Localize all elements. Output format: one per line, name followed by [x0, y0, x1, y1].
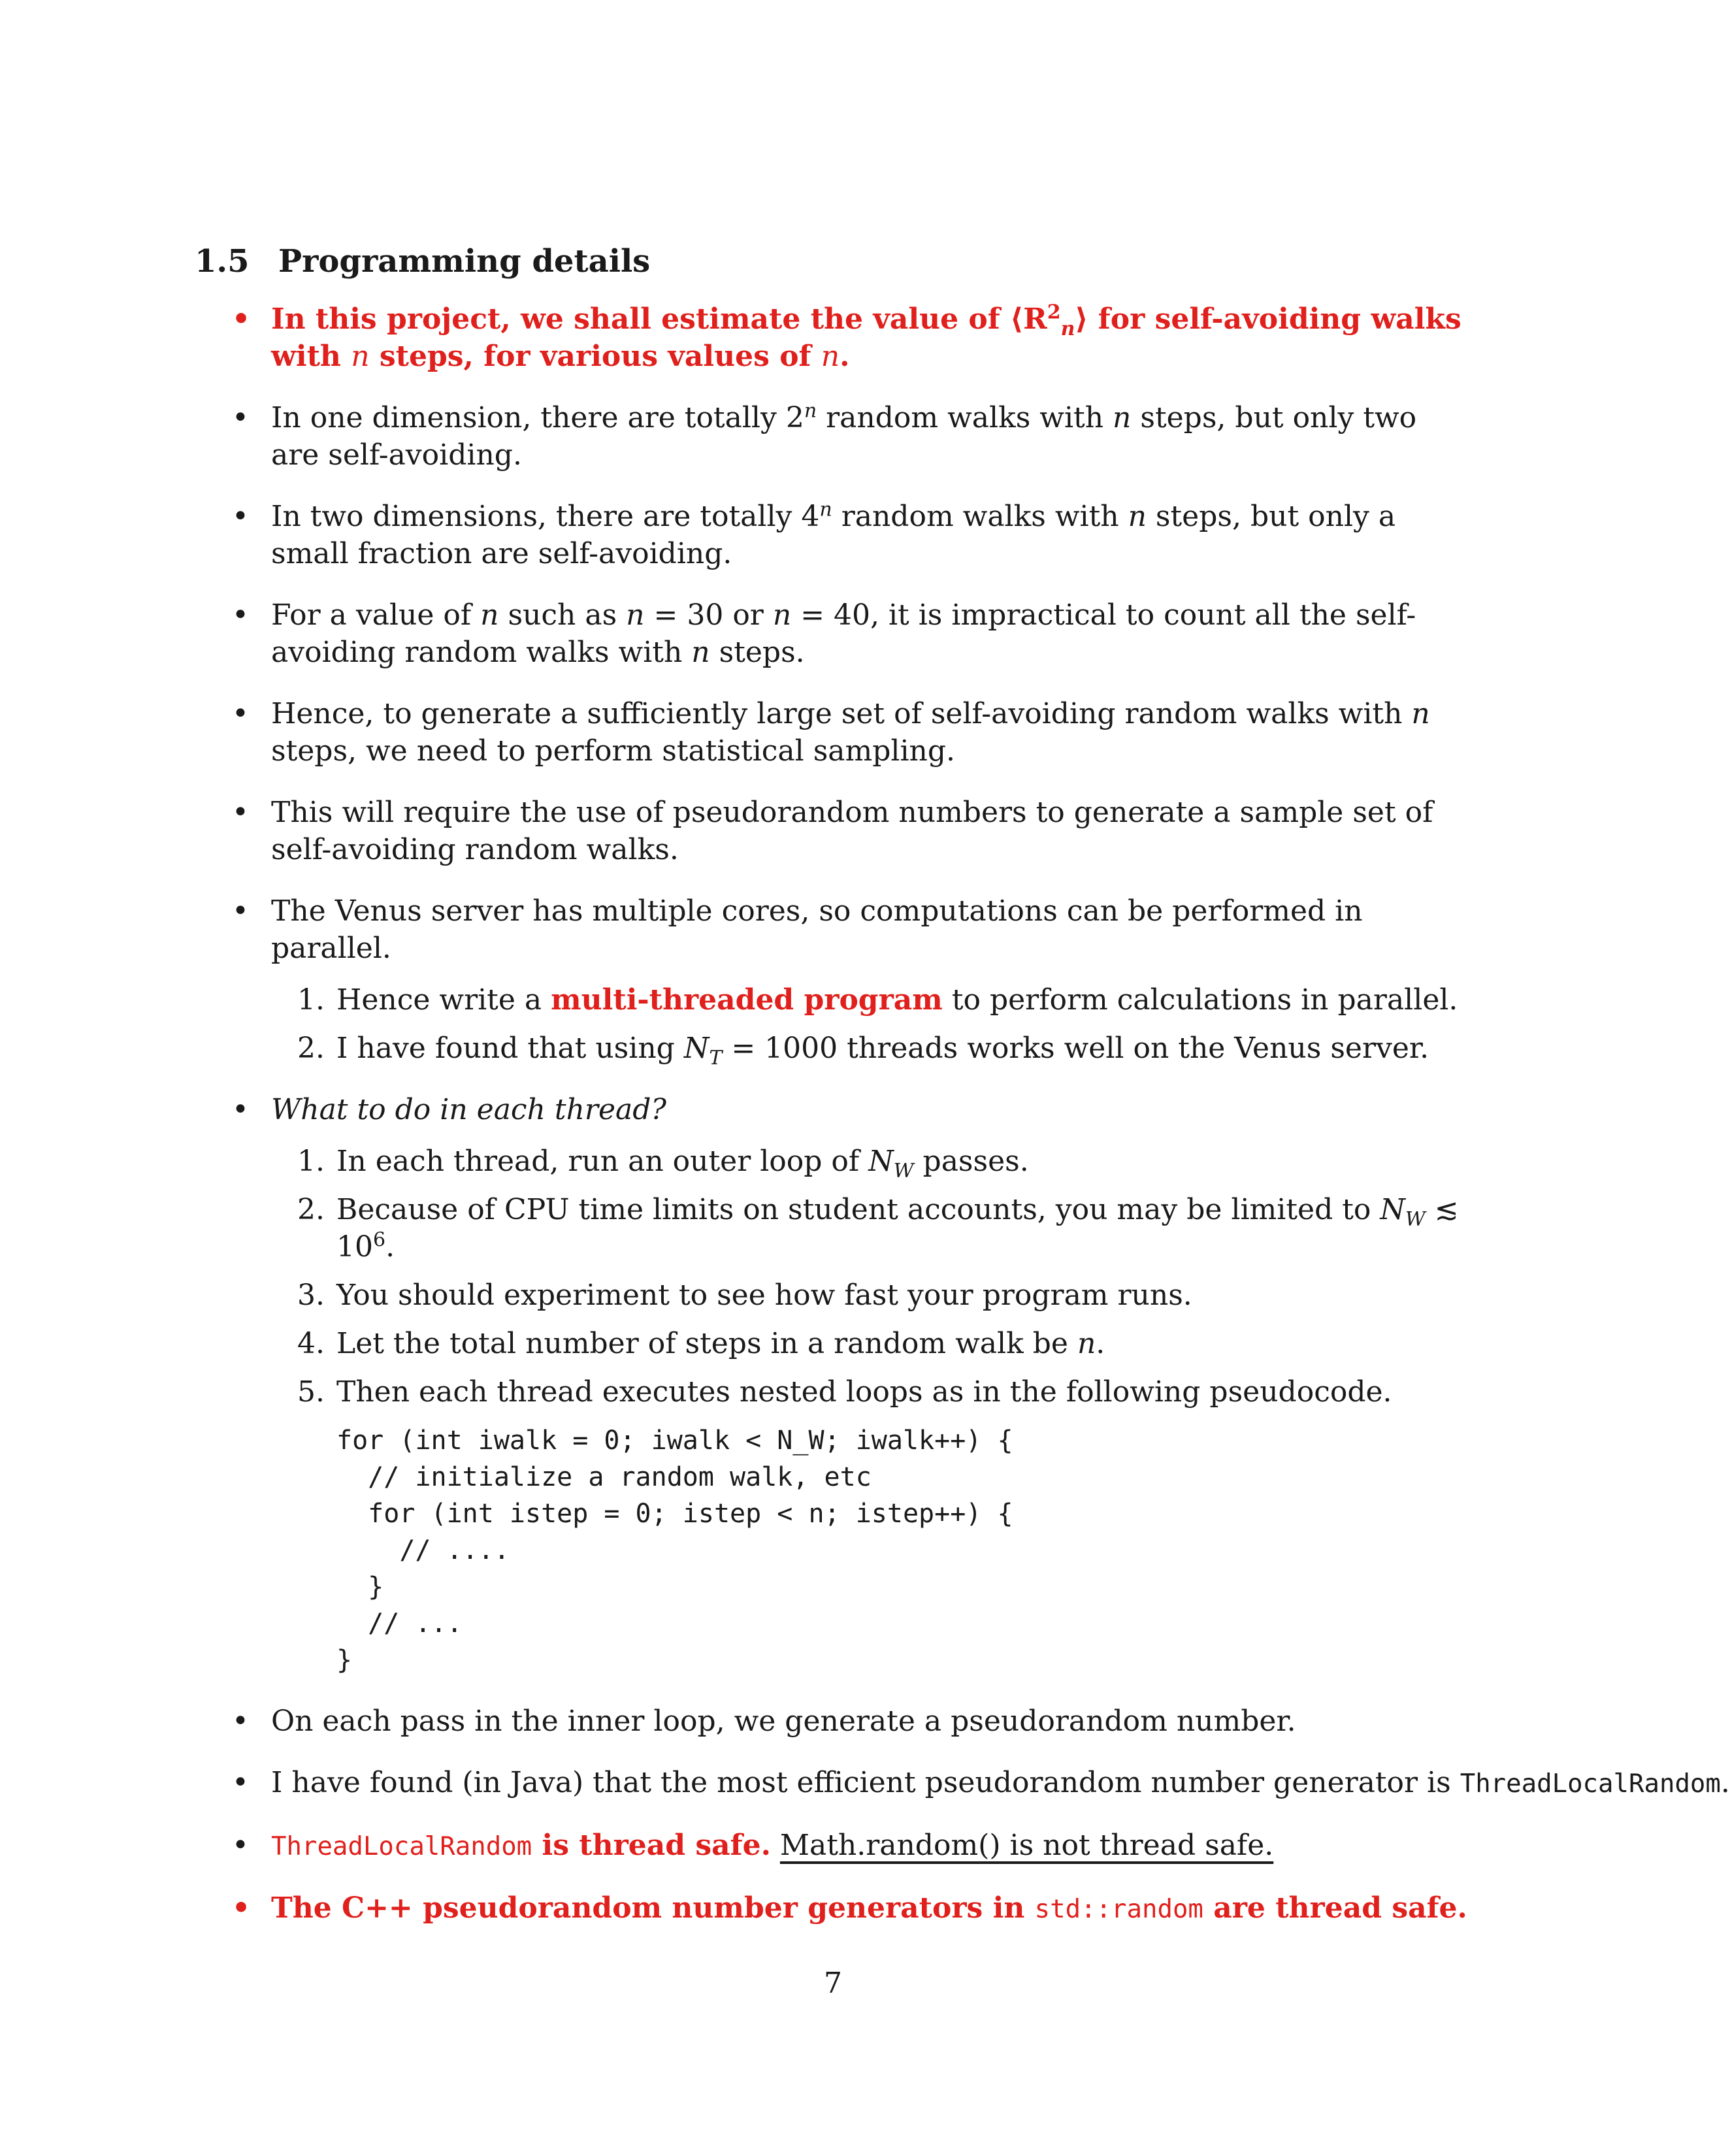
text: Hence write a: [336, 983, 551, 1017]
text: random walks with: [832, 500, 1128, 533]
bullet-pseudorandom: [232, 794, 1473, 868]
text: ≲ 10: [336, 1193, 1459, 1264]
text: On each pass in the inner loop, we generate a pseudorandom number.: [271, 1705, 1296, 1738]
numbered-list: [271, 1143, 1473, 1411]
math-var: n: [691, 636, 710, 669]
item-number: 5.: [297, 1375, 325, 1409]
text: In two dimensions, there are totally 4: [271, 500, 820, 533]
text: In one dimension, there are totally 2: [271, 401, 804, 434]
bullet-venus-server: [232, 892, 1473, 1070]
bullet-thread-work: [232, 1091, 1473, 1678]
text: .: [385, 1230, 395, 1264]
superscript: 2: [1047, 301, 1061, 324]
text: Let the total number of steps in a random walk be: [336, 1327, 1077, 1360]
numbered-list: [271, 981, 1473, 1070]
item-number: 3.: [297, 1279, 325, 1312]
bullet-statistical-sampling: [232, 695, 1473, 770]
text: This will require the use of pseudorandom numbers to generate a sample set of self-avoiding random walks.: [271, 796, 1433, 866]
list-item: [271, 1191, 1473, 1266]
bullet-cpp-random: [232, 1889, 1473, 1928]
subscript: T: [709, 1046, 723, 1070]
highlight-text: multi-threaded program: [551, 983, 943, 1017]
list-item: [271, 981, 1473, 1019]
text: = 30 or: [644, 598, 773, 632]
bullet-impractical-count: [232, 596, 1473, 671]
text: The C++ pseudorandom number generators in: [271, 1891, 1035, 1925]
item-number: 4.: [297, 1327, 325, 1360]
bullet-java-generator: [232, 1764, 1730, 1803]
item-number: 2.: [297, 1032, 325, 1065]
text: = 40, it is impractical to count all the self-avoiding random walks with: [271, 598, 1416, 669]
list-item: [271, 1143, 1473, 1183]
bullet-one-dimension: [232, 399, 1473, 474]
math-var: N: [683, 1032, 710, 1065]
text: In each thread, run an outer loop of: [336, 1145, 869, 1178]
bullet-thread-safety: [232, 1827, 1473, 1865]
page-number: 7: [824, 1967, 842, 2000]
subscript: W: [1405, 1207, 1426, 1231]
text: steps, for various values of: [369, 340, 821, 373]
math-var: n: [821, 340, 840, 373]
text: In this project, we shall estimate the value of ⟨R: [271, 302, 1047, 336]
superscript: n: [804, 399, 817, 423]
bullet-project-goal: [232, 301, 1473, 375]
section-heading: [195, 243, 650, 280]
text: Hence, to generate a sufficiently large set of self-avoiding random walks with: [271, 697, 1412, 730]
subscript: W: [893, 1159, 914, 1183]
text: .: [1720, 1766, 1730, 1799]
text: What to do in each thread?: [271, 1093, 666, 1126]
item-number: 1.: [297, 1145, 325, 1178]
subscript: n: [1060, 317, 1075, 340]
code-text: ThreadLocalRandom: [1460, 1769, 1721, 1799]
section-number: 1.5: [195, 243, 250, 280]
bullet-inner-loop: [232, 1703, 1473, 1740]
superscript: 6: [373, 1228, 386, 1252]
code-text: ThreadLocalRandom: [271, 1832, 532, 1861]
math-var: n: [480, 598, 499, 632]
text: such as: [498, 598, 627, 632]
text: ⟩ for self-avoiding walks with: [271, 302, 1461, 373]
list-item: [271, 1373, 1473, 1411]
superscript: n: [819, 498, 832, 521]
list-item: [271, 1030, 1473, 1070]
math-var: n: [1411, 697, 1430, 730]
text: I have found (in Java) that the most efficient pseudorandom number generator is: [271, 1766, 1460, 1799]
math-var: N: [1380, 1193, 1405, 1226]
list-item: [271, 1277, 1473, 1314]
text: steps, but only a small fraction are self-avoiding.: [271, 500, 1396, 570]
code-text: std::random: [1034, 1895, 1203, 1924]
text: random walks with: [817, 401, 1113, 434]
math-var: n: [351, 340, 370, 373]
text: I have found that using: [336, 1032, 684, 1065]
math-var: n: [772, 598, 792, 632]
math-var: n: [1113, 401, 1132, 434]
section-title: Programming details: [278, 243, 651, 280]
text: are thread safe.: [1203, 1891, 1467, 1925]
list-item: [271, 1325, 1473, 1362]
text: steps, we need to perform statistical sampling.: [271, 734, 956, 768]
text: steps.: [710, 636, 805, 669]
text: steps, but only two are self-avoiding.: [271, 401, 1417, 472]
text: For a value of: [271, 598, 481, 632]
item-number: 2.: [297, 1193, 325, 1226]
text: Math.random() is not thread safe.: [779, 1829, 1274, 1862]
text: .: [1096, 1327, 1105, 1360]
text: to perform calculations in parallel.: [942, 983, 1458, 1017]
text: The Venus server has multiple cores, so computations can be performed in parallel.: [271, 894, 1363, 965]
item-number: 1.: [297, 983, 325, 1017]
math-var: n: [1128, 500, 1147, 533]
text: = 1000 threads works well on the Venus server.: [722, 1032, 1429, 1065]
text: You should experiment to see how fast your program runs.: [336, 1279, 1192, 1312]
text: .: [840, 340, 850, 373]
text: is thread safe.: [532, 1829, 771, 1862]
text: Then each thread executes nested loops as in the following pseudocode.: [336, 1375, 1392, 1409]
bullet-two-dimensions: [232, 498, 1473, 572]
bullet-list: [232, 301, 1730, 1952]
text: Because of CPU time limits on student accounts, you may be limited to: [336, 1193, 1380, 1226]
math-var: n: [1077, 1327, 1096, 1360]
math-var: n: [626, 598, 645, 632]
text: passes.: [913, 1145, 1029, 1178]
pseudocode-block: for (int iwalk = 0; iwalk < N_W; iwalk++) { // initialize a random walk, etc for (int istep = 0; istep < n; istep++) { // .... } // ... }: [336, 1426, 1013, 1675]
math-var: N: [868, 1145, 894, 1178]
